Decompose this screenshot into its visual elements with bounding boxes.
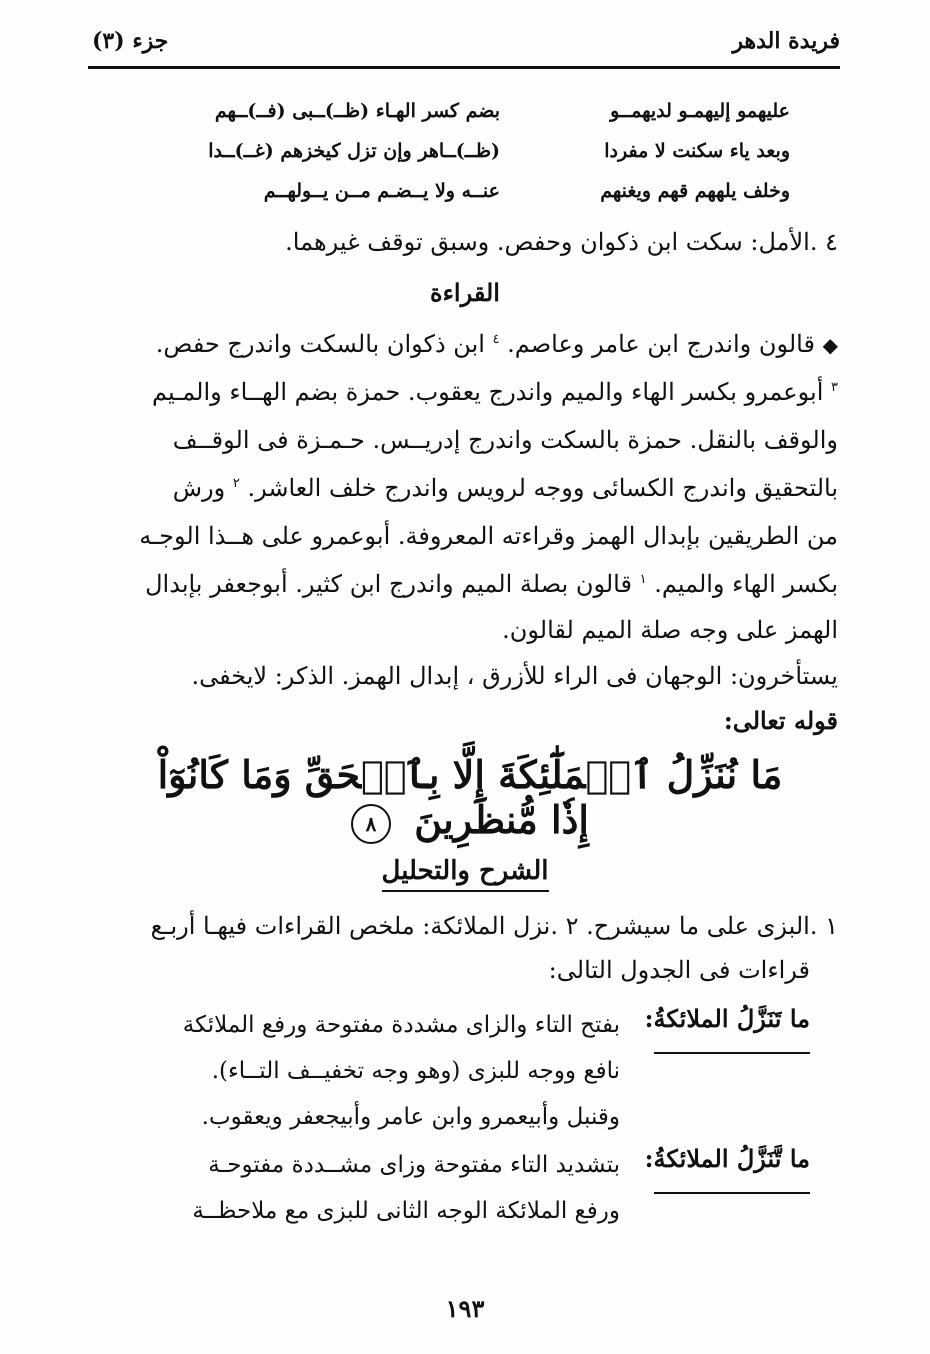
qiraa-line (145, 570, 838, 598)
ayah-number-mark: ٨ (351, 804, 391, 844)
page-number: ١٩٣ (445, 1294, 485, 1323)
qiraa-text: أبوعمرو بكسر الهاء والميم واندرج يعقوب. حمزة بضم الهــاء والمـيم (152, 378, 824, 406)
qiraa-text: والوقف بالنقل. حمزة بالسكت واندرج إدريــس. حـمـزة فى الوقــف (172, 426, 838, 454)
quran-verse (150, 752, 790, 844)
reading-description (150, 1142, 620, 1234)
description-line: وقنبل وأبيعمرو وابن عامر وأبيجعفر ويعقوب. (201, 1104, 620, 1130)
sharh-line: قراءات فى الجدول التالى: (548, 956, 810, 984)
qiraa-text: من الطريقين بإبدال الهمز وقراءته المعروفة. أبوعمرو على هــذا الوجـه (139, 522, 838, 550)
description-line: ورفع الملائكة الوجه الثانى للبزى مع ملاحظــة (192, 1198, 620, 1224)
qiraa-text: بكسر الهاء والميم. (654, 570, 838, 598)
yastakhiroon-note: يستأخرون: الوجهان فى الراء للأزرق ، إبدال الهمز. الذكر: لايخفى. (191, 662, 838, 690)
note-item-4: ٤ .الأمل: سكت ابن ذكوان وحفص. وسبق توقف غيرهما. (285, 228, 838, 256)
part-number: جزء (٣) (92, 28, 169, 54)
description-line: بفتح التاء والزاى مشددة مفتوحة ورفع الملائكة (182, 1012, 620, 1038)
reading-label: ما تَنَزَّلُ الملائكةُ: (644, 1004, 810, 1033)
verse-hemistich-left: بضم كسر الهـاء (ظــ)ــبى (فــ)ــهم (214, 100, 500, 122)
marker: ٣ (831, 380, 838, 395)
marker: ٢ (232, 476, 240, 491)
header-rule (88, 66, 840, 69)
marker: ٤ (492, 332, 500, 347)
verse-hemistich-left: عنــه ولا يــضـم مــن يــولهــم (263, 180, 500, 202)
qiraa-table-row (110, 1002, 810, 1142)
qiraa-text: ورش (172, 474, 226, 502)
poem-verse (150, 180, 790, 210)
qiraa-line (152, 378, 838, 406)
qiraa-line (173, 426, 838, 454)
poem-verse (150, 100, 790, 130)
qiraa-table-row (110, 1142, 810, 1242)
marker: ١ (639, 572, 647, 587)
qiraa-text: الهمز على وجه صلة الميم لقالون. (502, 616, 838, 644)
poem-verse (150, 140, 790, 170)
reading-label: ما تَّنَزَّلُ الملائكةُ: (644, 1144, 810, 1173)
heading-text: القراءة (430, 278, 500, 307)
verse-hemistich-right: عليهمو إليهمـو لديهمــو (610, 100, 790, 122)
sharh-line: ١ .البزى على ما سيشرح. ٢ .نزل الملائكة: ملخص القراءات فيهـا أربـع (150, 912, 838, 940)
running-header (92, 22, 840, 62)
verse-hemistich-left: (ظــ)ــاهر وإن تزل كيخزهم (غــ)ــدا (208, 140, 500, 162)
heading-text: الشرح والتحليل (382, 856, 549, 892)
qawluhu-label: قوله تعالى: (723, 706, 838, 735)
qiraa-line (139, 522, 838, 550)
qiraa-text: قالون واندرج ابن عامر وعاصم. (507, 330, 815, 358)
diamond-bullet-icon: ◆ (822, 333, 838, 357)
ayah-text: مَا نُنَزِّلُ ٱلۡمَلَٰٓئِكَةَ إِلَّا بِٱلۡحَقِّ وَمَا كَانُوٓاْ إِذٗا مُّنظَرِينَ (157, 752, 783, 842)
reading-description (150, 1002, 620, 1140)
qiraa-text: بالتحقيق واندرج الكسائى ووجه لرويس واندرج خلف العاشر. (247, 474, 838, 502)
qiraa-line (173, 474, 838, 502)
qiraa-text: قالون بصلة الميم واندرج ابن كثير. أبوجعفر بإبدال (145, 570, 632, 598)
qiraa-line (502, 616, 838, 644)
qiraa-line (156, 330, 838, 358)
book-title: فريدة الدهر (732, 28, 840, 54)
description-line: بتشديد التاء مفتوحة وزاى مشــددة مفتوحـة (208, 1152, 620, 1178)
label-underline (654, 1052, 810, 1054)
section-heading-sharh (0, 856, 930, 886)
section-heading-qiraa (0, 278, 930, 307)
verse-hemistich-right: وبعد ياء سكنت لا مفردا (604, 140, 790, 162)
qiraa-text: ابن ذكوان بالسكت واندرج حفص. (155, 330, 485, 358)
verse-hemistich-right: وخلف يلههم قهم ويغنهم (600, 180, 790, 202)
label-underline (654, 1192, 810, 1194)
description-line: نافع ووجه للبزى (وهو وجه تخفيــف التــاء). (211, 1058, 620, 1084)
